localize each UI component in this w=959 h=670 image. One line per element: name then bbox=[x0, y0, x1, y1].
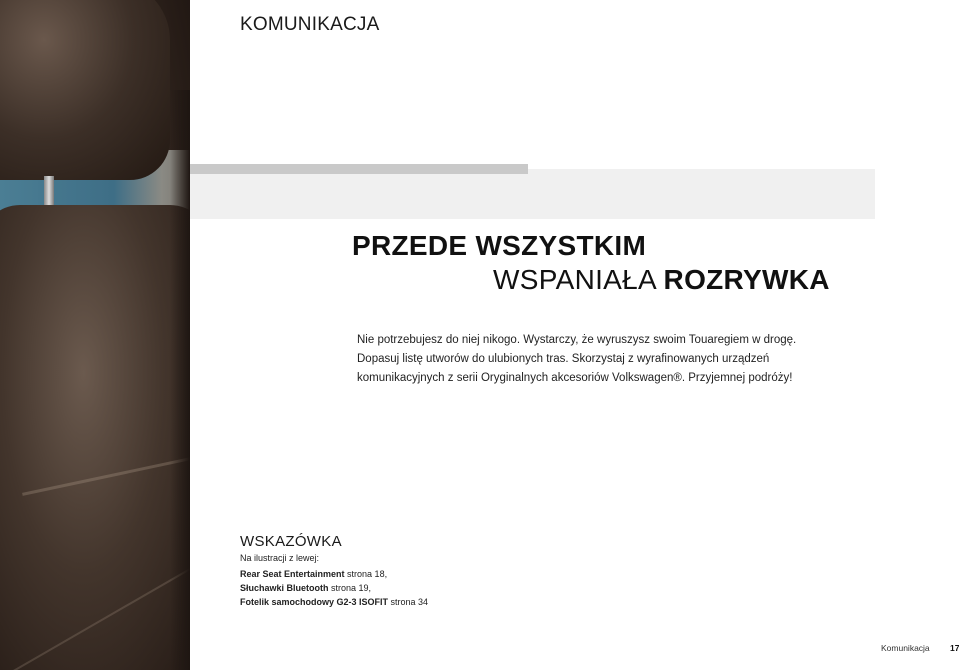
page-number: 17 bbox=[950, 643, 959, 653]
headline-regular: WSPANIAŁA bbox=[493, 264, 664, 295]
body-text bbox=[357, 331, 827, 388]
headrest bbox=[0, 0, 170, 180]
car-seat-photo bbox=[0, 0, 190, 670]
hint-intro: Na ilustracji z lewej: bbox=[240, 553, 320, 563]
headline-line-2 bbox=[493, 264, 830, 296]
decorative-band-light bbox=[190, 169, 875, 219]
hint-item bbox=[240, 581, 428, 595]
body-line: komunikacyjnych z serii Oryginalnych akcesoriów Volkswagen®. Przyjemnej podróży! bbox=[357, 372, 793, 384]
hint-item bbox=[240, 595, 428, 609]
footer-section-label: Komunikacja bbox=[881, 643, 930, 653]
hint-list bbox=[240, 567, 428, 609]
decorative-band-grey bbox=[190, 164, 528, 174]
headline-bold: ROZRYWKA bbox=[663, 264, 830, 295]
body-line: Nie potrzebujesz do niej nikogo. Wystarczy, że wyruszysz swoim Touaregiem w drogę. bbox=[357, 334, 797, 346]
hint-title: WSKAZÓWKA bbox=[240, 533, 342, 550]
hint-item-name: Rear Seat Entertainment bbox=[240, 569, 345, 579]
hint-item-ref: strona 34 bbox=[388, 597, 429, 607]
headline-line-1: PRZEDE WSZYSTKIM bbox=[352, 230, 647, 261]
seat-back bbox=[0, 205, 190, 670]
hint-item-ref: strona 18, bbox=[344, 569, 388, 579]
section-title: KOMUNIKACJA bbox=[240, 14, 380, 35]
photo-shadow bbox=[170, 90, 190, 670]
hint-item-ref: strona 19, bbox=[328, 583, 372, 593]
hint-item-name: Fotelik samochodowy G2-3 ISOFIT bbox=[240, 597, 389, 607]
hint-item bbox=[240, 567, 428, 581]
hint-item-name: Słuchawki Bluetooth bbox=[240, 583, 329, 593]
body-line: Dopasuj listę utworów do ulubionych tras. Skorzystaj z wyrafinowanych urządzeń bbox=[357, 353, 770, 365]
